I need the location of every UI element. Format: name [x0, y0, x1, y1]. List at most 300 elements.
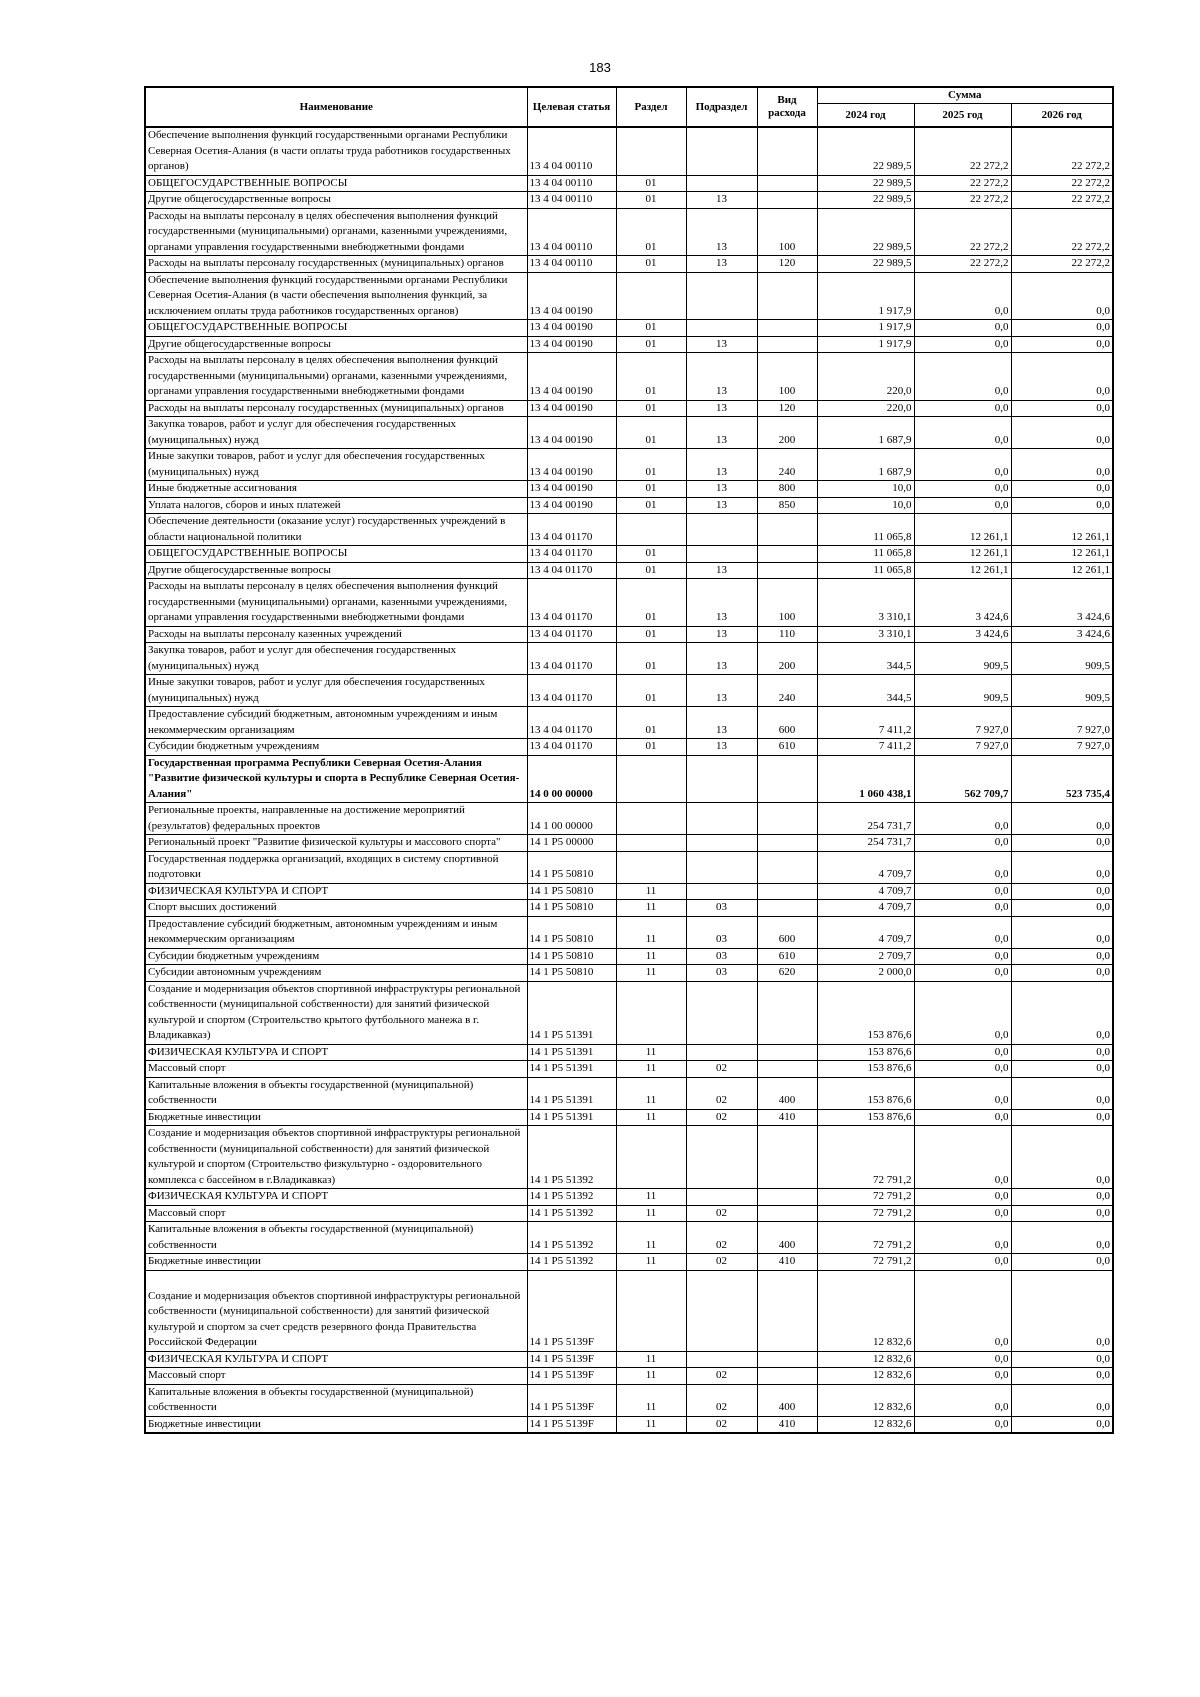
row-value-2024: 254 731,7	[817, 803, 914, 835]
row-name: ОБЩЕГОСУДАРСТВЕННЫЕ ВОПРОСЫ	[145, 175, 527, 192]
row-target: 13 4 04 00190	[527, 272, 616, 320]
row-section: 01	[616, 449, 686, 481]
row-value-2024: 22 989,5	[817, 127, 914, 175]
header-subsection: Подраздел	[686, 87, 757, 127]
table-row	[145, 803, 1113, 835]
table-row	[145, 1205, 1113, 1222]
row-value-2026: 0,0	[1011, 449, 1113, 481]
row-section	[616, 755, 686, 803]
row-value-2026: 0,0	[1011, 981, 1113, 1044]
row-name: ОБЩЕГОСУДАРСТВЕННЫЕ ВОПРОСЫ	[145, 546, 527, 563]
table-row	[145, 739, 1113, 756]
row-value-2024: 1 687,9	[817, 449, 914, 481]
row-value-2025: 7 927,0	[914, 739, 1011, 756]
row-value-2026: 0,0	[1011, 1044, 1113, 1061]
table-row	[145, 1351, 1113, 1368]
table-row	[145, 851, 1113, 883]
row-value-2026: 0,0	[1011, 1351, 1113, 1368]
row-name: Предоставление субсидий бюджетным, автономным учреждениям и иным некоммерческим организациям	[145, 707, 527, 739]
row-value-2025: 562 709,7	[914, 755, 1011, 803]
row-expense-type	[757, 562, 817, 579]
row-expense-type: 600	[757, 707, 817, 739]
header-2025: 2025 год	[914, 104, 1011, 128]
row-subsection: 13	[686, 675, 757, 707]
row-name: Расходы на выплаты персоналу в целях обеспечения выполнения функций государственными (муниципальными) органами, казенными учреждениями, органами управления государственными внебюджетными фондами	[145, 353, 527, 401]
row-value-2025: 0,0	[914, 948, 1011, 965]
row-target: 14 1 P5 51391	[527, 1077, 616, 1109]
row-name: ФИЗИЧЕСКАЯ КУЛЬТУРА И СПОРТ	[145, 1351, 527, 1368]
row-subsection: 02	[686, 1384, 757, 1416]
row-target: 13 4 04 01170	[527, 707, 616, 739]
row-value-2024: 22 989,5	[817, 256, 914, 273]
row-value-2024: 22 989,5	[817, 208, 914, 256]
row-name: ФИЗИЧЕСКАЯ КУЛЬТУРА И СПОРТ	[145, 883, 527, 900]
row-target: 14 1 P5 51391	[527, 1044, 616, 1061]
row-value-2024: 72 791,2	[817, 1126, 914, 1189]
row-section: 01	[616, 643, 686, 675]
row-value-2024: 1 917,9	[817, 320, 914, 337]
row-target: 13 4 04 00110	[527, 256, 616, 273]
row-target: 14 1 P5 50810	[527, 900, 616, 917]
row-name: Бюджетные инвестиции	[145, 1254, 527, 1271]
row-value-2026: 0,0	[1011, 1416, 1113, 1433]
row-name: Субсидии бюджетным учреждениям	[145, 739, 527, 756]
row-target: 13 4 04 00190	[527, 353, 616, 401]
row-expense-type	[757, 1205, 817, 1222]
row-name: Массовый спорт	[145, 1205, 527, 1222]
row-value-2025: 3 424,6	[914, 579, 1011, 627]
row-target: 13 4 04 01170	[527, 739, 616, 756]
table-row	[145, 883, 1113, 900]
row-subsection	[686, 851, 757, 883]
row-subsection	[686, 883, 757, 900]
row-subsection: 13	[686, 353, 757, 401]
row-value-2026: 7 927,0	[1011, 739, 1113, 756]
row-value-2026: 0,0	[1011, 965, 1113, 982]
row-expense-type: 100	[757, 353, 817, 401]
table-row	[145, 449, 1113, 481]
row-target: 13 4 04 00110	[527, 127, 616, 175]
row-value-2024: 4 709,7	[817, 916, 914, 948]
row-value-2025: 0,0	[914, 916, 1011, 948]
page-number: 183	[589, 60, 611, 75]
table-row	[145, 208, 1113, 256]
table-row	[145, 1222, 1113, 1254]
row-value-2026: 0,0	[1011, 1270, 1113, 1351]
row-expense-type: 100	[757, 208, 817, 256]
header-expense-type: Вид расхода	[757, 87, 817, 127]
row-expense-type	[757, 835, 817, 852]
row-target: 14 1 P5 51392	[527, 1205, 616, 1222]
row-value-2025: 0,0	[914, 965, 1011, 982]
row-value-2024: 254 731,7	[817, 835, 914, 852]
row-value-2024: 72 791,2	[817, 1254, 914, 1271]
row-subsection: 02	[686, 1109, 757, 1126]
row-name: Капитальные вложения в объекты государственной (муниципальной) собственности	[145, 1222, 527, 1254]
row-value-2026: 0,0	[1011, 497, 1113, 514]
row-expense-type: 620	[757, 965, 817, 982]
table-row	[145, 755, 1113, 803]
row-section	[616, 514, 686, 546]
row-expense-type	[757, 1126, 817, 1189]
row-subsection: 13	[686, 417, 757, 449]
row-target: 13 4 04 00190	[527, 400, 616, 417]
row-value-2026: 22 272,2	[1011, 192, 1113, 209]
row-expense-type	[757, 175, 817, 192]
row-name: Обеспечение выполнения функций государственными органами Республики Северная Осетия-Алания (в части оплаты труда работников государственных органов)	[145, 127, 527, 175]
row-value-2025: 0,0	[914, 449, 1011, 481]
row-value-2025: 22 272,2	[914, 192, 1011, 209]
row-target: 13 4 04 01170	[527, 626, 616, 643]
row-subsection: 13	[686, 208, 757, 256]
row-target: 14 1 P5 51392	[527, 1126, 616, 1189]
row-section: 11	[616, 1368, 686, 1385]
row-section: 01	[616, 739, 686, 756]
row-section: 11	[616, 1109, 686, 1126]
row-value-2024: 11 065,8	[817, 514, 914, 546]
row-expense-type: 610	[757, 739, 817, 756]
row-value-2026: 0,0	[1011, 1368, 1113, 1385]
row-section: 11	[616, 1205, 686, 1222]
row-name: Массовый спорт	[145, 1061, 527, 1078]
table-row	[145, 1044, 1113, 1061]
row-name: Государственная поддержка организаций, входящих в систему спортивной подготовки	[145, 851, 527, 883]
row-subsection: 13	[686, 579, 757, 627]
table-row	[145, 562, 1113, 579]
header-section: Раздел	[616, 87, 686, 127]
row-name: Расходы на выплаты персоналу государственных (муниципальных) органов	[145, 400, 527, 417]
row-section	[616, 127, 686, 175]
row-value-2025: 0,0	[914, 1061, 1011, 1078]
row-value-2024: 344,5	[817, 643, 914, 675]
row-value-2025: 0,0	[914, 1368, 1011, 1385]
row-target: 14 1 P5 5139F	[527, 1368, 616, 1385]
row-expense-type: 600	[757, 916, 817, 948]
row-subsection	[686, 546, 757, 563]
row-expense-type	[757, 851, 817, 883]
row-section: 01	[616, 417, 686, 449]
row-section: 01	[616, 208, 686, 256]
row-value-2026: 0,0	[1011, 1126, 1113, 1189]
row-value-2024: 153 876,6	[817, 1109, 914, 1126]
row-name: Создание и модернизация объектов спортивной инфраструктуры региональной собственности (муниципальной собственности) для занятий физической культурой и спортом за счет средств резервного фонда Правительства Российской Федерации	[145, 1270, 527, 1351]
table-row	[145, 256, 1113, 273]
row-target: 14 1 P5 5139F	[527, 1384, 616, 1416]
row-value-2026: 0,0	[1011, 1222, 1113, 1254]
row-value-2026: 0,0	[1011, 851, 1113, 883]
row-value-2025: 12 261,1	[914, 562, 1011, 579]
row-name: Бюджетные инвестиции	[145, 1416, 527, 1433]
row-target: 14 1 P5 50810	[527, 883, 616, 900]
row-value-2026: 0,0	[1011, 1109, 1113, 1126]
row-section: 01	[616, 336, 686, 353]
row-value-2026: 12 261,1	[1011, 514, 1113, 546]
row-section: 01	[616, 192, 686, 209]
row-value-2024: 22 989,5	[817, 192, 914, 209]
row-expense-type	[757, 1351, 817, 1368]
row-value-2026: 0,0	[1011, 1384, 1113, 1416]
row-value-2026: 0,0	[1011, 1254, 1113, 1271]
row-target: 13 4 04 01170	[527, 546, 616, 563]
row-subsection: 02	[686, 1205, 757, 1222]
row-expense-type: 200	[757, 643, 817, 675]
row-section: 11	[616, 1222, 686, 1254]
row-target: 14 1 P5 50810	[527, 965, 616, 982]
row-subsection: 02	[686, 1077, 757, 1109]
row-value-2026: 22 272,2	[1011, 127, 1113, 175]
row-target: 13 4 04 00190	[527, 320, 616, 337]
row-value-2026: 0,0	[1011, 835, 1113, 852]
row-expense-type	[757, 546, 817, 563]
row-value-2024: 2 000,0	[817, 965, 914, 982]
row-value-2024: 7 411,2	[817, 739, 914, 756]
row-target: 13 4 04 01170	[527, 643, 616, 675]
row-value-2025: 22 272,2	[914, 127, 1011, 175]
row-subsection: 13	[686, 562, 757, 579]
row-target: 13 4 04 00190	[527, 336, 616, 353]
row-value-2024: 153 876,6	[817, 1044, 914, 1061]
row-value-2026: 0,0	[1011, 916, 1113, 948]
row-expense-type	[757, 192, 817, 209]
row-value-2024: 10,0	[817, 497, 914, 514]
row-section: 11	[616, 916, 686, 948]
row-expense-type	[757, 336, 817, 353]
row-value-2024: 344,5	[817, 675, 914, 707]
row-value-2024: 12 832,6	[817, 1368, 914, 1385]
row-value-2025: 0,0	[914, 417, 1011, 449]
row-expense-type: 800	[757, 481, 817, 498]
table-row	[145, 481, 1113, 498]
row-target: 13 4 04 01170	[527, 514, 616, 546]
row-section	[616, 803, 686, 835]
row-value-2025: 0,0	[914, 900, 1011, 917]
row-value-2025: 0,0	[914, 1351, 1011, 1368]
row-value-2024: 220,0	[817, 353, 914, 401]
row-value-2025: 0,0	[914, 400, 1011, 417]
row-value-2024: 11 065,8	[817, 546, 914, 563]
row-value-2025: 7 927,0	[914, 707, 1011, 739]
row-section: 01	[616, 675, 686, 707]
row-section	[616, 835, 686, 852]
row-expense-type	[757, 755, 817, 803]
row-value-2024: 2 709,7	[817, 948, 914, 965]
row-value-2024: 4 709,7	[817, 900, 914, 917]
row-section: 01	[616, 579, 686, 627]
table-row	[145, 1368, 1113, 1385]
row-value-2026: 0,0	[1011, 948, 1113, 965]
row-value-2025: 22 272,2	[914, 256, 1011, 273]
row-target: 13 4 04 00190	[527, 449, 616, 481]
table-row	[145, 1189, 1113, 1206]
row-expense-type	[757, 127, 817, 175]
row-name: Государственная программа Республики Северная Осетия-Алания "Развитие физической культуры и спорта в Республике Северная Осетия-Алания"	[145, 755, 527, 803]
row-name: Субсидии автономным учреждениям	[145, 965, 527, 982]
row-target: 14 1 P5 51391	[527, 1061, 616, 1078]
row-subsection: 02	[686, 1254, 757, 1271]
table-row	[145, 400, 1113, 417]
row-subsection: 13	[686, 336, 757, 353]
row-value-2024: 153 876,6	[817, 981, 914, 1044]
row-expense-type: 400	[757, 1077, 817, 1109]
row-name: Создание и модернизация объектов спортивной инфраструктуры региональной собственности (муниципальной собственности) для занятий физической культурой и спортом (Строительство физкультурно - оздоровительного комплекса с бассейном в г.Владикавказ)	[145, 1126, 527, 1189]
row-expense-type: 120	[757, 256, 817, 273]
row-target: 13 4 04 01170	[527, 675, 616, 707]
row-value-2024: 72 791,2	[817, 1222, 914, 1254]
row-subsection: 02	[686, 1416, 757, 1433]
row-section: 01	[616, 256, 686, 273]
table-row	[145, 353, 1113, 401]
row-subsection: 13	[686, 643, 757, 675]
row-value-2026: 0,0	[1011, 481, 1113, 498]
row-expense-type: 110	[757, 626, 817, 643]
row-value-2025: 12 261,1	[914, 546, 1011, 563]
row-section: 11	[616, 948, 686, 965]
row-value-2026: 909,5	[1011, 675, 1113, 707]
row-value-2025: 0,0	[914, 1189, 1011, 1206]
row-subsection: 02	[686, 1222, 757, 1254]
row-expense-type	[757, 883, 817, 900]
row-value-2026: 0,0	[1011, 417, 1113, 449]
row-expense-type: 850	[757, 497, 817, 514]
table-row	[145, 320, 1113, 337]
table-row	[145, 707, 1113, 739]
row-name: Создание и модернизация объектов спортивной инфраструктуры региональной собственности (муниципальной собственности) для занятий физической культурой и спортом (Строительство крытого футбольного манежа в г. Владикавказ)	[145, 981, 527, 1044]
row-subsection: 03	[686, 916, 757, 948]
row-section: 11	[616, 965, 686, 982]
row-value-2025: 0,0	[914, 803, 1011, 835]
row-value-2025: 0,0	[914, 883, 1011, 900]
row-target: 14 1 P5 00000	[527, 835, 616, 852]
row-value-2025: 0,0	[914, 353, 1011, 401]
row-value-2026: 0,0	[1011, 353, 1113, 401]
row-name: Спорт высших достижений	[145, 900, 527, 917]
row-expense-type: 240	[757, 449, 817, 481]
row-expense-type	[757, 320, 817, 337]
row-target: 13 4 04 00110	[527, 175, 616, 192]
row-name: Массовый спорт	[145, 1368, 527, 1385]
table-row	[145, 192, 1113, 209]
row-name: ФИЗИЧЕСКАЯ КУЛЬТУРА И СПОРТ	[145, 1044, 527, 1061]
row-target: 13 4 04 00190	[527, 417, 616, 449]
row-value-2025: 22 272,2	[914, 175, 1011, 192]
row-value-2024: 12 832,6	[817, 1270, 914, 1351]
row-value-2025: 0,0	[914, 1126, 1011, 1189]
row-name: Капитальные вложения в объекты государственной (муниципальной) собственности	[145, 1384, 527, 1416]
row-value-2024: 4 709,7	[817, 851, 914, 883]
row-value-2025: 0,0	[914, 1384, 1011, 1416]
row-value-2026: 0,0	[1011, 272, 1113, 320]
row-value-2025: 0,0	[914, 1222, 1011, 1254]
row-subsection	[686, 981, 757, 1044]
row-target: 14 1 P5 51392	[527, 1222, 616, 1254]
row-expense-type: 100	[757, 579, 817, 627]
table-row	[145, 1254, 1113, 1271]
row-value-2026: 0,0	[1011, 1189, 1113, 1206]
table-row	[145, 514, 1113, 546]
table-row	[145, 981, 1113, 1044]
row-value-2024: 4 709,7	[817, 883, 914, 900]
row-target: 13 4 04 00190	[527, 481, 616, 498]
row-value-2026: 22 272,2	[1011, 256, 1113, 273]
row-value-2025: 0,0	[914, 497, 1011, 514]
row-target: 14 1 P5 51391	[527, 981, 616, 1044]
row-subsection: 03	[686, 900, 757, 917]
row-value-2024: 1 687,9	[817, 417, 914, 449]
row-value-2026: 523 735,4	[1011, 755, 1113, 803]
row-expense-type: 610	[757, 948, 817, 965]
row-name: Расходы на выплаты персоналу в целях обеспечения выполнения функций государственными (муниципальными) органами, казенными учреждениями, органами управления государственными внебюджетными фондами	[145, 579, 527, 627]
row-subsection	[686, 175, 757, 192]
row-value-2025: 0,0	[914, 1254, 1011, 1271]
row-section	[616, 1126, 686, 1189]
row-value-2026: 22 272,2	[1011, 175, 1113, 192]
row-value-2024: 3 310,1	[817, 579, 914, 627]
row-name: Уплата налогов, сборов и иных платежей	[145, 497, 527, 514]
row-expense-type: 400	[757, 1222, 817, 1254]
row-value-2026: 22 272,2	[1011, 208, 1113, 256]
row-target: 14 1 P5 5139F	[527, 1270, 616, 1351]
row-expense-type	[757, 1044, 817, 1061]
row-subsection: 03	[686, 965, 757, 982]
row-value-2024: 72 791,2	[817, 1189, 914, 1206]
row-name: Иные закупки товаров, работ и услуг для обеспечения государственных (муниципальных) нужд	[145, 449, 527, 481]
row-target: 14 1 P5 51392	[527, 1254, 616, 1271]
row-value-2024: 22 989,5	[817, 175, 914, 192]
table-body	[145, 127, 1113, 1433]
row-name: Иные бюджетные ассигнования	[145, 481, 527, 498]
table-row	[145, 417, 1113, 449]
row-name: Обеспечение деятельности (оказание услуг) государственных учреждений в области национальной политики	[145, 514, 527, 546]
row-value-2025: 3 424,6	[914, 626, 1011, 643]
row-target: 13 4 04 01170	[527, 562, 616, 579]
row-subsection	[686, 1270, 757, 1351]
row-value-2026: 7 927,0	[1011, 707, 1113, 739]
table-row	[145, 1126, 1113, 1189]
table-row	[145, 675, 1113, 707]
row-subsection: 13	[686, 497, 757, 514]
row-value-2025: 0,0	[914, 835, 1011, 852]
row-value-2026: 0,0	[1011, 1205, 1113, 1222]
row-name: Закупка товаров, работ и услуг для обеспечения государственных (муниципальных) нужд	[145, 643, 527, 675]
row-value-2026: 3 424,6	[1011, 579, 1113, 627]
row-value-2024: 12 832,6	[817, 1384, 914, 1416]
row-section: 01	[616, 320, 686, 337]
row-value-2025: 0,0	[914, 851, 1011, 883]
row-value-2025: 909,5	[914, 675, 1011, 707]
row-name: Обеспечение выполнения функций государственными органами Республики Северная Осетия-Алания (в части обеспечения выполнения функций, за исключением оплаты труда работников государственных органов)	[145, 272, 527, 320]
table-row	[145, 1270, 1113, 1351]
header-sum: Сумма	[817, 87, 1113, 104]
row-subsection	[686, 835, 757, 852]
row-expense-type: 120	[757, 400, 817, 417]
row-value-2026: 12 261,1	[1011, 562, 1113, 579]
row-value-2025: 0,0	[914, 1077, 1011, 1109]
row-value-2025: 0,0	[914, 272, 1011, 320]
row-value-2025: 0,0	[914, 1044, 1011, 1061]
row-name: ФИЗИЧЕСКАЯ КУЛЬТУРА И СПОРТ	[145, 1189, 527, 1206]
row-subsection: 13	[686, 256, 757, 273]
row-value-2025: 909,5	[914, 643, 1011, 675]
row-name: Региональные проекты, направленные на достижение мероприятий (результатов) федеральных проектов	[145, 803, 527, 835]
row-value-2026: 909,5	[1011, 643, 1113, 675]
budget-table	[144, 86, 1114, 1434]
row-section: 11	[616, 883, 686, 900]
row-section: 01	[616, 562, 686, 579]
row-expense-type: 410	[757, 1416, 817, 1433]
row-value-2026: 12 261,1	[1011, 546, 1113, 563]
row-value-2025: 22 272,2	[914, 208, 1011, 256]
row-value-2024: 12 832,6	[817, 1416, 914, 1433]
